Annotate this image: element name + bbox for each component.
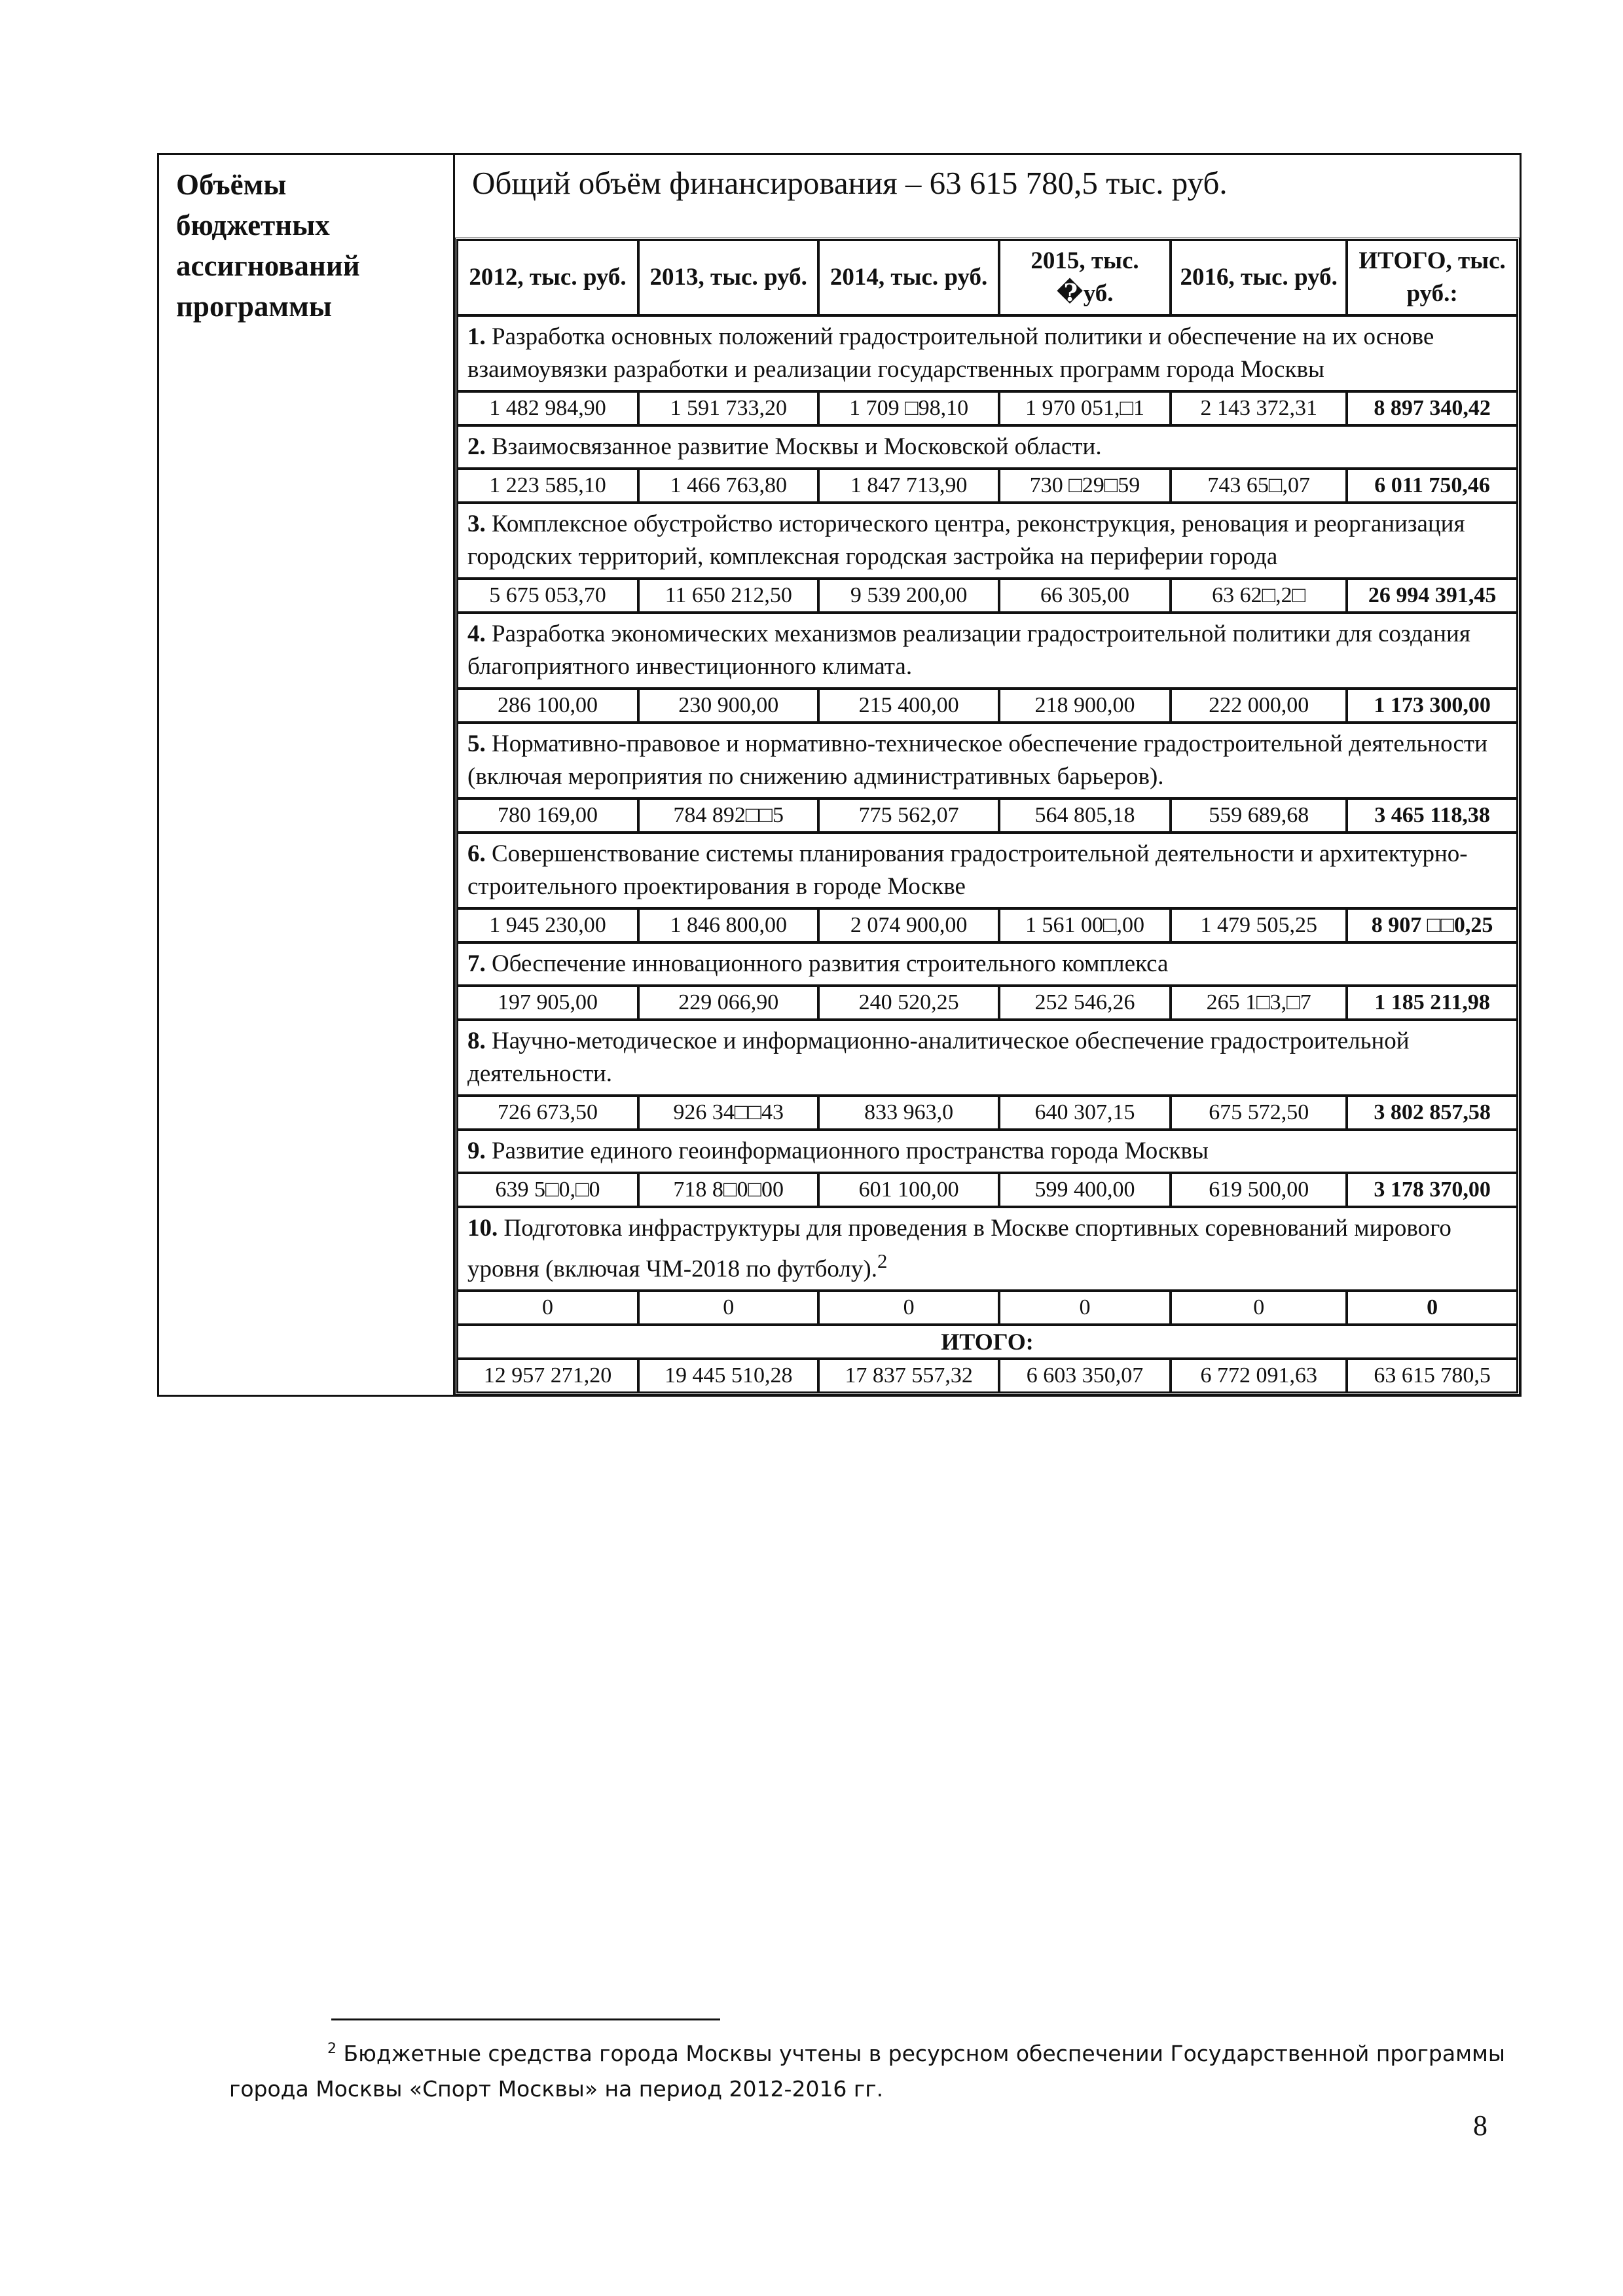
- item-title-cell: [457, 942, 1518, 986]
- item-title: Разработка основных положений градостроительной политики и обеспечение на их основе взаимоувязки разработки и реализации государственных программ города Москвы: [467, 323, 1434, 383]
- year-value-cell: 726 673,50: [457, 1096, 638, 1130]
- item-title: Взаимосвязанное развитие Москвы и Московской области.: [492, 433, 1102, 460]
- year-value-cell: 559 689,68: [1171, 798, 1347, 833]
- header-row: [457, 240, 1518, 315]
- year-value-cell: 252 546,26: [999, 986, 1171, 1020]
- year-value-cell: 0: [1171, 1291, 1347, 1325]
- item-title-row: [457, 942, 1518, 986]
- footnote-text: Бюджетные средства города Москвы учтены в ресурсном обеспечении Государственной программы города Москвы «Спорт Москвы» на период 2012-2016 гг.: [229, 2041, 1505, 2102]
- footnote-rule: [331, 2018, 720, 2020]
- item-title: Разработка экономических механизмов реализации градостроительной политики для создания благоприятного инвестиционного климата.: [467, 620, 1470, 680]
- item-total-cell: 3 178 370,00: [1347, 1173, 1518, 1207]
- year-value-cell: 599 400,00: [999, 1173, 1171, 1207]
- year-value-cell: 230 900,00: [638, 689, 818, 723]
- item-total-cell: 3 802 857,58: [1347, 1096, 1518, 1130]
- year-value-cell: 286 100,00: [457, 689, 638, 723]
- row-label: Объёмы бюджетных ассигнований программы: [159, 155, 455, 1395]
- year-value-cell: 926 34□□43: [638, 1096, 818, 1130]
- item-values-row: [457, 798, 1518, 833]
- year-value-cell: 265 1□3,□7: [1171, 986, 1347, 1020]
- year-value-cell: 1 482 984,90: [457, 391, 638, 425]
- item-title-row: [457, 315, 1518, 391]
- total-financing-line: Общий объём финансирования – 63 615 780,5 тыс. руб.: [472, 165, 1228, 201]
- year-value-cell: 1 561 00□,00: [999, 908, 1171, 942]
- year-value-cell: 0: [999, 1291, 1171, 1325]
- item-title-row: [457, 1020, 1518, 1096]
- year-value-cell: 730 □29□59: [999, 469, 1171, 503]
- column-header: 2015, тыс. �уб.: [999, 240, 1171, 315]
- year-value-cell: 1 479 505,25: [1171, 908, 1347, 942]
- item-values-row: [457, 469, 1518, 503]
- item-title: Подготовка инфраструктуры для проведения в Москве спортивных соревнований мирового уровня (включая ЧМ-2018 по футболу).: [467, 1215, 1451, 1283]
- item-title: Совершенствование системы планирования градостроительной деятельности и архитектурно-строительного проектирования в городе Москве: [467, 840, 1468, 900]
- item-title: Научно-методическое и информационно-аналитическое обеспечение градостроительной деятельности.: [467, 1028, 1410, 1087]
- year-value-cell: 780 169,00: [457, 798, 638, 833]
- grand-total-cell: 6 772 091,63: [1171, 1359, 1347, 1393]
- item-title-cell: [457, 613, 1518, 689]
- item-title-cell: [457, 1020, 1518, 1096]
- year-value-cell: 197 905,00: [457, 986, 638, 1020]
- item-title-cell: [457, 1207, 1518, 1291]
- item-title-cell: [457, 503, 1518, 579]
- item-title-cell: [457, 315, 1518, 391]
- grand-total-cell: 17 837 557,32: [818, 1359, 998, 1393]
- item-values-row: [457, 1173, 1518, 1207]
- year-value-cell: 675 572,50: [1171, 1096, 1347, 1130]
- year-value-cell: 229 066,90: [638, 986, 818, 1020]
- item-number: 3.: [467, 511, 486, 537]
- year-value-cell: 601 100,00: [818, 1173, 998, 1207]
- year-value-cell: 215 400,00: [818, 689, 998, 723]
- item-total-cell: 6 011 750,46: [1347, 469, 1518, 503]
- budget-table: [157, 153, 1522, 1397]
- column-header: 2014, тыс. руб.: [818, 240, 998, 315]
- page-number: 8: [1473, 2109, 1487, 2142]
- item-title: Комплексное обустройство исторического центра, реконструкция, реновация и реорганизация городских территорий, комплексная городская застройка на периферии города: [467, 511, 1465, 570]
- item-title: Обеспечение инновационного развития строительного комплекса: [492, 950, 1169, 977]
- item-values-row: [457, 689, 1518, 723]
- year-value-cell: 0: [818, 1291, 998, 1325]
- year-value-cell: 9 539 200,00: [818, 579, 998, 613]
- column-header: 2012, тыс. руб.: [457, 240, 638, 315]
- year-value-cell: 640 307,15: [999, 1096, 1171, 1130]
- year-value-cell: 833 963,0: [818, 1096, 998, 1130]
- item-total-cell: 3 465 118,38: [1347, 798, 1518, 833]
- footnote-ref: 2: [877, 1250, 888, 1272]
- item-title-row: [457, 613, 1518, 689]
- item-title-row: [457, 425, 1518, 469]
- item-title-row: [457, 833, 1518, 908]
- grand-total-cell: 6 603 350,07: [999, 1359, 1171, 1393]
- item-title: Нормативно-правовое и нормативно-техническое обеспечение градостроительной деятельности (включая мероприятия по снижению административных барьеров).: [467, 730, 1487, 790]
- grand-total-cell: 12 957 271,20: [457, 1359, 638, 1393]
- item-values-row: [457, 1096, 1518, 1130]
- item-title-cell: [457, 723, 1518, 798]
- year-value-cell: 1 466 763,80: [638, 469, 818, 503]
- grand-total-title-row: [457, 1325, 1518, 1359]
- footnote: [229, 2032, 1512, 2107]
- year-value-cell: 1 223 585,10: [457, 469, 638, 503]
- item-values-row: [457, 986, 1518, 1020]
- year-value-cell: 5 675 053,70: [457, 579, 638, 613]
- year-value-cell: 775 562,07: [818, 798, 998, 833]
- year-value-cell: 1 846 800,00: [638, 908, 818, 942]
- item-values-row: [457, 1291, 1518, 1325]
- year-value-cell: 222 000,00: [1171, 689, 1347, 723]
- grand-total-values-row: [457, 1359, 1518, 1393]
- year-value-cell: 0: [638, 1291, 818, 1325]
- year-value-cell: 1 970 051,□1: [999, 391, 1171, 425]
- item-title-row: [457, 1207, 1518, 1291]
- item-number: 2.: [467, 433, 486, 460]
- item-number: 9.: [467, 1138, 486, 1164]
- item-number: 6.: [467, 840, 486, 867]
- year-value-cell: 66 305,00: [999, 579, 1171, 613]
- year-value-cell: 0: [457, 1291, 638, 1325]
- item-values-row: [457, 908, 1518, 942]
- funding-block: [455, 155, 1520, 1395]
- item-number: 4.: [467, 620, 486, 647]
- item-title-cell: [457, 425, 1518, 469]
- year-value-cell: 1 847 713,90: [818, 469, 998, 503]
- grand-total-cell: 19 445 510,28: [638, 1359, 818, 1393]
- item-title-row: [457, 723, 1518, 798]
- year-value-cell: 218 900,00: [999, 689, 1171, 723]
- year-value-cell: 1 591 733,20: [638, 391, 818, 425]
- column-header: 2013, тыс. руб.: [638, 240, 818, 315]
- item-number: 7.: [467, 950, 486, 977]
- item-total-cell: 1 173 300,00: [1347, 689, 1518, 723]
- year-value-cell: 63 62□,2□: [1171, 579, 1347, 613]
- item-number: 8.: [467, 1028, 486, 1054]
- item-total-cell: 8 907 □□0,25: [1347, 908, 1518, 942]
- item-title: Развитие единого геоинформационного пространства города Москвы: [492, 1138, 1209, 1164]
- item-title-cell: [457, 833, 1518, 908]
- year-value-cell: 1 709 □98,10: [818, 391, 998, 425]
- item-title-cell: [457, 1130, 1518, 1173]
- grand-total-label: ИТОГО:: [457, 1325, 1518, 1359]
- grand-total-cell: 63 615 780,5: [1347, 1359, 1518, 1393]
- year-value-cell: 564 805,18: [999, 798, 1171, 833]
- item-number: 1.: [467, 323, 486, 350]
- column-header: ИТОГО, тыс. руб.:: [1347, 240, 1518, 315]
- year-value-cell: 743 65□,07: [1171, 469, 1347, 503]
- year-value-cell: 1 945 230,00: [457, 908, 638, 942]
- item-title-row: [457, 503, 1518, 579]
- footnote-mark: 2: [327, 2041, 337, 2057]
- year-value-cell: 11 650 212,50: [638, 579, 818, 613]
- column-header: 2016, тыс. руб.: [1171, 240, 1347, 315]
- year-value-cell: 2 143 372,31: [1171, 391, 1347, 425]
- year-value-cell: 639 5□0,□0: [457, 1173, 638, 1207]
- item-values-row: [457, 391, 1518, 425]
- item-total-cell: 0: [1347, 1291, 1518, 1325]
- year-value-cell: 240 520,25: [818, 986, 998, 1020]
- item-number: 10.: [467, 1215, 498, 1242]
- year-value-cell: 2 074 900,00: [818, 908, 998, 942]
- item-title-row: [457, 1130, 1518, 1173]
- funding-table: [455, 238, 1520, 1395]
- year-value-cell: 718 8□0□00: [638, 1173, 818, 1207]
- item-total-cell: 26 994 391,45: [1347, 579, 1518, 613]
- item-total-cell: 8 897 340,42: [1347, 391, 1518, 425]
- item-number: 5.: [467, 730, 486, 757]
- year-value-cell: 619 500,00: [1171, 1173, 1347, 1207]
- year-value-cell: 784 892□□5: [638, 798, 818, 833]
- item-values-row: [457, 579, 1518, 613]
- item-total-cell: 1 185 211,98: [1347, 986, 1518, 1020]
